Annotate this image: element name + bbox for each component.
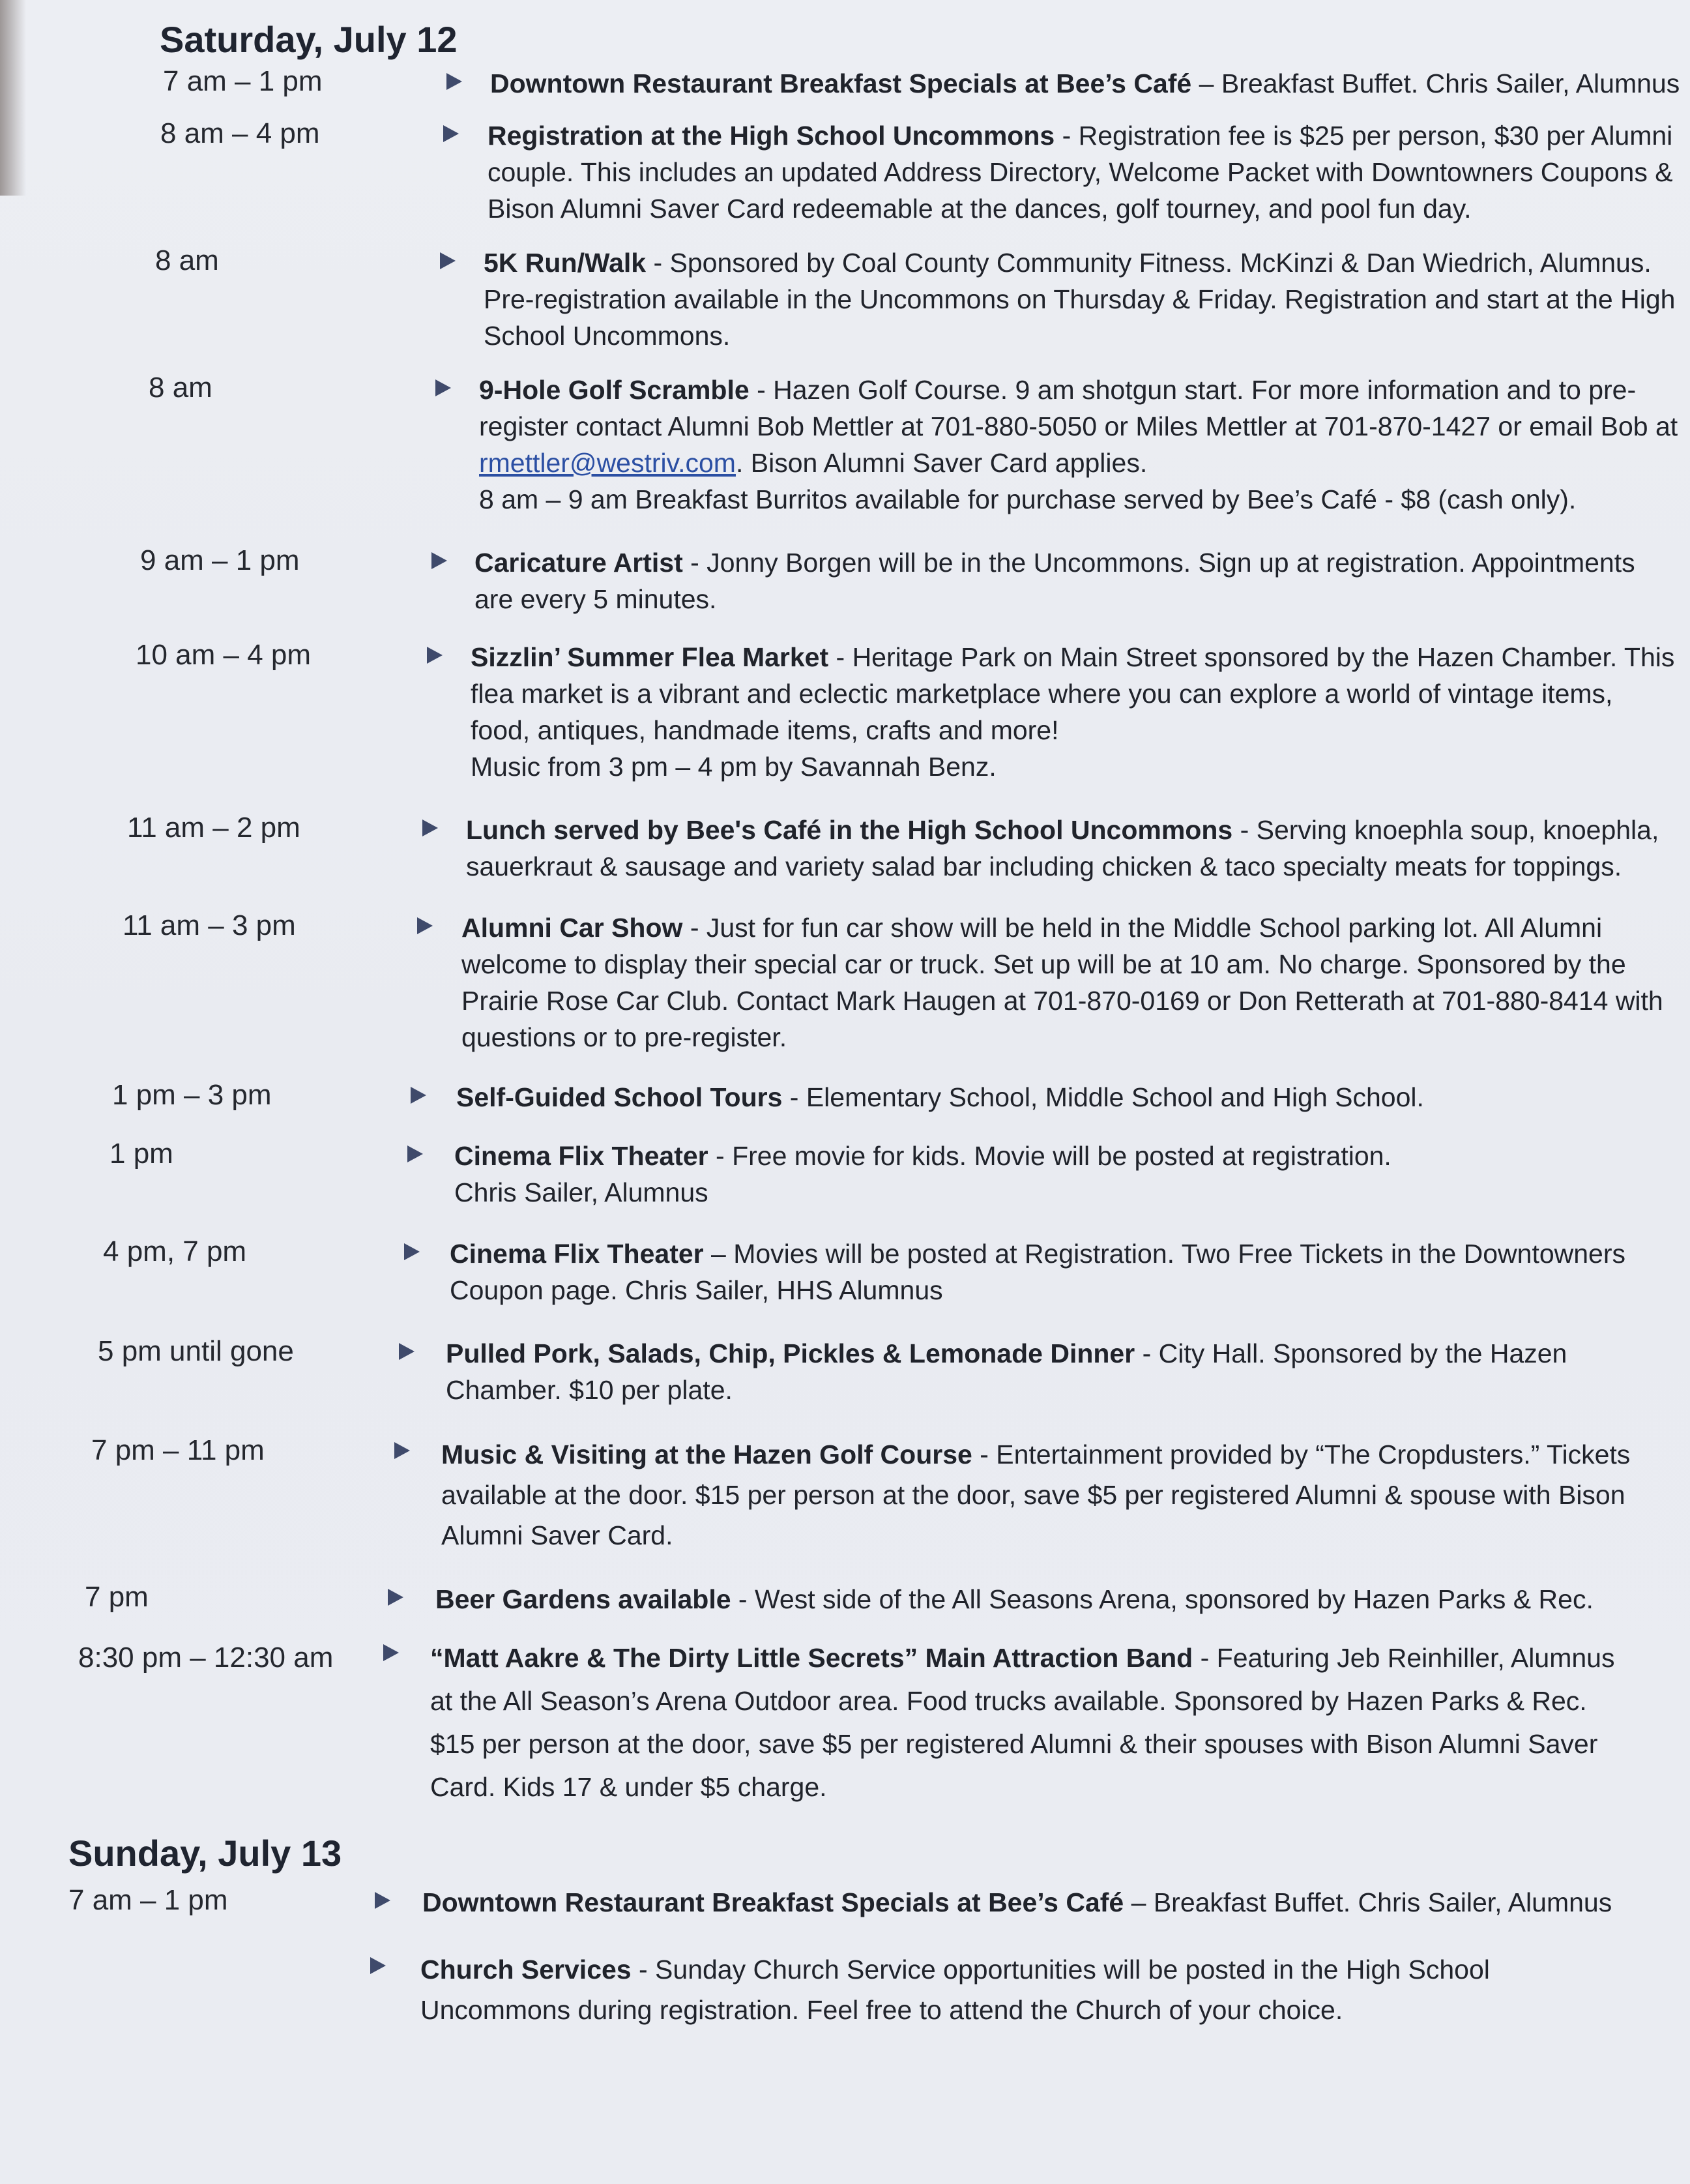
bullet-icon bbox=[394, 1442, 410, 1459]
event-title: Registration at the High School Uncommons bbox=[488, 121, 1055, 151]
event-time: 5 pm until gone bbox=[98, 1335, 294, 1367]
event-description: Caricature Artist - Jonny Borgen will be in the Uncommons. Sign up at registration. Appointments are every 5 minutes. bbox=[474, 548, 1635, 614]
event-text: Movies will be posted at Registration. Two Free Tickets in the Downtowners Coupon page. Chris Sailer, HHS Alumnus bbox=[450, 1239, 1626, 1305]
event-time: 8:30 pm – 12:30 am bbox=[78, 1642, 334, 1674]
bullet-icon bbox=[431, 552, 447, 569]
event-description: Music & Visiting at the Hazen Golf Course - Entertainment provided by “The Cropdusters.” Tickets available at the door. $15 per person at the door, save $5 per registered Alumni & spouse with Bison Alumni Saver Card. bbox=[441, 1439, 1631, 1550]
event-description: Beer Gardens available - West side of the All Seasons Arena, sponsored by Hazen Parks & Rec. bbox=[435, 1584, 1594, 1614]
event-title: 5K Run/Walk bbox=[484, 248, 647, 278]
event-text: Heritage Park on Main Street sponsored by the Hazen Chamber. This flea market is a vibrant and eclectic marketplace where you can explore a world of vintage items, food, antiques, handmade items, crafts and more! bbox=[471, 642, 1675, 745]
event-title: Caricature Artist bbox=[474, 548, 683, 578]
event-description: 9-Hole Golf Scramble - Hazen Golf Course. 9 am shotgun start. For more information and to pre-register contact Alumni Bob Mettler at 701-880-5050 or Miles Mettler at 701-870-1427 or email Bob at rmettler@westriv.com. Bison Alumni Saver Card applies. 8 am – 9 am Breakfast Burritos available for purchase served by Bee’s Café - $8 (cash only). bbox=[479, 375, 1678, 514]
event-time: 11 am – 3 pm bbox=[123, 909, 296, 941]
bullet-icon bbox=[404, 1243, 420, 1260]
event-extra-line: Music from 3 pm – 4 pm by Savannah Benz. bbox=[471, 752, 997, 782]
event-description: Cinema Flix Theater - Free movie for kids. Movie will be posted at registration. Chris Sailer, Alumnus bbox=[454, 1141, 1391, 1207]
event-description: Downtown Restaurant Breakfast Specials at Bee’s Café – Breakfast Buffet. Chris Sailer, Alumnus bbox=[490, 68, 1680, 98]
event-description: Cinema Flix Theater – Movies will be posted at Registration. Two Free Tickets in the Downtowners Coupon page. Chris Sailer, HHS Alumnus bbox=[450, 1239, 1626, 1305]
bullet-icon bbox=[399, 1343, 415, 1360]
event-title: Cinema Flix Theater bbox=[450, 1239, 704, 1269]
event-time: 4 pm, 7 pm bbox=[103, 1235, 247, 1267]
event-description: Lunch served by Bee's Café in the High School Uncommons - Serving knoephla soup, knoephla, sauerkraut & sausage and variety salad bar including chicken & taco specialty meats for toppings. bbox=[466, 815, 1659, 881]
event-text: Serving knoephla soup, knoephla, sauerkraut & sausage and variety salad bar including chicken & taco specialty meats for toppings. bbox=[466, 815, 1659, 881]
event-title: Sizzlin’ Summer Flea Market bbox=[471, 642, 829, 672]
bullet-icon bbox=[435, 379, 451, 396]
bullet-icon bbox=[417, 917, 433, 934]
bullet-icon bbox=[443, 125, 459, 142]
bullet-icon bbox=[370, 1957, 386, 1974]
event-time: 7 pm – 11 pm bbox=[91, 1434, 265, 1466]
event-time: 1 pm bbox=[109, 1138, 173, 1170]
event-description: 5K Run/Walk - Sponsored by Coal County Community Fitness. McKinzi & Dan Wiedrich, Alumnus. Pre-registration available in the Uncommons on Thursday & Friday. Registration and start at the High School Uncommons. bbox=[484, 248, 1676, 351]
event-time: 10 am – 4 pm bbox=[136, 639, 312, 671]
event-description: Registration at the High School Uncommons - Registration fee is $25 per person, $30 per Alumni couple. This includes an updated Address Directory, Welcome Packet with Downtowners Coupons & Bison Alumni Saver Card redeemable at the dances, golf tourney, and pool fun day. bbox=[488, 121, 1673, 224]
event-time: 9 am – 1 pm bbox=[140, 544, 300, 576]
event-time: 11 am – 2 pm bbox=[127, 812, 300, 844]
bullet-icon bbox=[440, 252, 456, 269]
bullet-icon bbox=[411, 1087, 426, 1104]
event-title: Downtown Restaurant Breakfast Specials at Bee’s Café bbox=[490, 68, 1192, 98]
event-text: West side of the All Seasons Arena, sponsored by Hazen Parks & Rec. bbox=[754, 1584, 1594, 1614]
event-description: Downtown Restaurant Breakfast Specials at Bee’s Café – Breakfast Buffet. Chris Sailer, Alumnus bbox=[422, 1887, 1612, 1917]
event-text: Breakfast Buffet. Chris Sailer, Alumnus bbox=[1221, 68, 1680, 98]
event-time: 1 pm – 3 pm bbox=[112, 1079, 272, 1111]
event-title: Pulled Pork, Salads, Chip, Pickles & Lemonade Dinner bbox=[446, 1338, 1135, 1368]
event-title: Music & Visiting at the Hazen Golf Course bbox=[441, 1439, 972, 1469]
event-title: Alumni Car Show bbox=[461, 913, 683, 943]
event-time: 7 am – 1 pm bbox=[163, 65, 323, 97]
event-description: Self-Guided School Tours - Elementary School, Middle School and High School. bbox=[456, 1082, 1424, 1112]
event-time: 7 am – 1 pm bbox=[68, 1884, 228, 1916]
event-description: Pulled Pork, Salads, Chip, Pickles & Lemonade Dinner - City Hall. Sponsored by the Hazen Chamber. $10 per plate. bbox=[446, 1338, 1567, 1405]
event-text: Free movie for kids. Movie will be posted at registration. bbox=[732, 1141, 1391, 1171]
event-description: Church Services - Sunday Church Service opportunities will be posted in the High School Uncommons during registration. Feel free to attend the Church of your choice. bbox=[420, 1955, 1490, 2025]
event-title: Downtown Restaurant Breakfast Specials at Bee’s Café bbox=[422, 1887, 1124, 1917]
event-text: Entertainment provided by “The Cropdusters.” Tickets available at the door. $15 per person at the door, save $5 per registered Alumni & spouse with Bison Alumni Saver Card. bbox=[441, 1439, 1631, 1550]
event-text: Just for fun car show will be held in the Middle School parking lot. All Alumni welcome to display their special car or truck. Set up will be at 10 am. No charge. Sponsored by the Prairie Rose Car Club. Contact Mark Haugen at 701-870-0169 or Don Retterath at 701-880-8414 with questions or to pre-register. bbox=[461, 913, 1663, 1052]
email-link[interactable]: rmettler@westriv.com bbox=[479, 448, 736, 478]
event-text: Breakfast Buffet. Chris Sailer, Alumnus bbox=[1153, 1887, 1612, 1917]
bullet-icon bbox=[383, 1644, 399, 1661]
event-text: City Hall. Sponsored by the Hazen Chamber. $10 per plate. bbox=[446, 1338, 1567, 1405]
event-extra-line: Chris Sailer, Alumnus bbox=[454, 1177, 708, 1207]
event-text: Elementary School, Middle School and High School. bbox=[806, 1082, 1424, 1112]
bullet-icon bbox=[375, 1892, 390, 1909]
saturday-heading: Saturday, July 12 bbox=[160, 19, 458, 60]
event-time: 7 pm bbox=[85, 1581, 149, 1613]
event-title: 9-Hole Golf Scramble bbox=[479, 375, 750, 405]
event-description: “Matt Aakre & The Dirty Little Secrets” Main Attraction Band - Featuring Jeb Reinhiller, Alumnus at the All Season’s Arena Outdoor area. Food trucks available. Sponsored by Hazen Parks & Rec. $15 per person at the door, save $5 per registered Alumni & their spouses with Bison Alumni Saver Card. Kids 17 & under $5 charge. bbox=[430, 1643, 1615, 1802]
bullet-icon bbox=[446, 73, 462, 90]
event-description: Sizzlin’ Summer Flea Market - Heritage Park on Main Street sponsored by the Hazen Chamber. This flea market is a vibrant and eclectic marketplace where you can explore a world of vintage items, food, antiques, handmade items, crafts and more! Music from 3 pm – 4 pm by Savannah Benz. bbox=[471, 642, 1675, 782]
event-title: Lunch served by Bee's Café in the High School Uncommons bbox=[466, 815, 1233, 845]
page-edge-shadow bbox=[0, 0, 26, 196]
sunday-heading: Sunday, July 13 bbox=[68, 1833, 342, 1874]
event-title: Church Services bbox=[420, 1955, 632, 1985]
event-text: Jonny Borgen will be in the Uncommons. Sign up at registration. Appointments are every 5 minutes. bbox=[474, 548, 1635, 614]
event-title: Cinema Flix Theater bbox=[454, 1141, 708, 1171]
bullet-icon bbox=[388, 1589, 403, 1606]
event-title: Beer Gardens available bbox=[435, 1584, 731, 1614]
event-time: 8 am bbox=[149, 372, 212, 404]
event-text: Featuring Jeb Reinhiller, Alumnus at the All Season’s Arena Outdoor area. Food trucks available. Sponsored by Hazen Parks & Rec. $15 per person at the door, save $5 per registered Alumni & their spouses with Bison Alumni Saver Card. Kids 17 & under $5 charge. bbox=[430, 1643, 1615, 1802]
event-text: Hazen Golf Course. 9 am shotgun start. For more information and to pre-register contact Alumni Bob Mettler at 701-880-5050 or Miles Mettler at 701-870-1427 or email Bob at bbox=[479, 375, 1678, 441]
event-title: Self-Guided School Tours bbox=[456, 1082, 783, 1112]
event-time: 8 am – 4 pm bbox=[160, 117, 320, 149]
event-text: Sponsored by Coal County Community Fitness. McKinzi & Dan Wiedrich, Alumnus. Pre-registration available in the Uncommons on Thursday & Friday. Registration and start at the High School Uncommons. bbox=[484, 248, 1676, 351]
event-text: Sunday Church Service opportunities will be posted in the High School Uncommons during registration. Feel free to attend the Church of your choice. bbox=[420, 1955, 1490, 2025]
bullet-icon bbox=[407, 1145, 423, 1162]
event-text: Registration fee is $25 per person, $30 per Alumni couple. This includes an updated Address Directory, Welcome Packet with Downtowners Coupons & Bison Alumni Saver Card redeemable at the dances, golf tourney, and pool fun day. bbox=[488, 121, 1673, 224]
event-description: Alumni Car Show - Just for fun car show will be held in the Middle School parking lot. All Alumni welcome to display their special car or truck. Set up will be at 10 am. No charge. Sponsored by the Prairie Rose Car Club. Contact Mark Haugen at 701-870-0169 or Don Retterath at 701-880-8414 with questions or to pre-register. bbox=[461, 913, 1663, 1052]
bullet-icon bbox=[427, 647, 443, 664]
bullet-icon bbox=[422, 819, 438, 836]
event-time: 8 am bbox=[155, 244, 219, 276]
event-extra-line: 8 am – 9 am Breakfast Burritos available for purchase served by Bee’s Café - $8 (cash only). bbox=[479, 484, 1577, 514]
event-title: “Matt Aakre & The Dirty Little Secrets” Main Attraction Band bbox=[430, 1643, 1193, 1673]
